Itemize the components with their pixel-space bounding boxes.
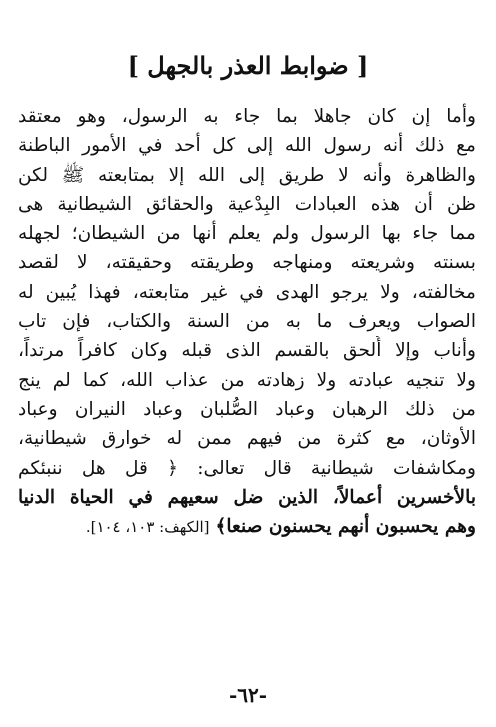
body-text — [18, 102, 476, 541]
text-line: ولا تنجيه عبادته ولا زهادته من عذاب الله، كما لم ينج — [18, 369, 476, 391]
section-heading: [ ضوابط العذر بالجهل ] — [127, 51, 369, 80]
text-line: ومكاشفات شيطانية قال تعالى: ﴿ قل هل ننبئكم — [18, 457, 476, 479]
quran-reference: [الكهف: ١٠٣، ١٠٤]. — [85, 518, 210, 537]
page-number: -٦٢- — [228, 683, 268, 707]
text-line: وأما إن كان جاهلا بما جاء به الرسول، وهو معتقد — [18, 106, 476, 127]
text-line: والظاهرة وأنه لا طريق إلى الله إلا بمتابعته ﷺ لكن — [18, 164, 476, 186]
text-line: الصواب ويعرف ما به من السنة والكتاب، فإن تاب — [18, 311, 476, 333]
text-line: الأوثان، مع كثرة من فيهم ممن له خوارق شيطانية، — [18, 428, 476, 450]
quran-quote-line: بالأخسرين أعمالاً، الذين ضل سعيهم في الحياة الدنيا — [18, 486, 476, 508]
text-line: مخالفته، ولا يرجو الهدى في غير متابعته، فهذا يُبين له — [18, 281, 476, 303]
text-line: من ذلك الرهبان وعباد الصُّلبان وعباد النيران وعباد — [18, 398, 476, 420]
text-line: مما جاء بها الرسول ولم يعلم أنها من الشيطان؛ لجهله — [18, 223, 476, 245]
text-line: بسنته وشريعته ومنهاجه وطريقته وحقيقته، لا لقصد — [18, 252, 476, 274]
quran-quote-final-line — [18, 512, 476, 541]
text-line: مع ذلك أنه رسول الله إلى كل أحد في الأمور الباطنة — [18, 135, 476, 157]
text-line: ظن أن هذه العبادات البِدْعية والحقائق الشيطانية هى — [18, 193, 476, 215]
quran-quote-text: وهم يحسبون أنهم يحسنون صنعا﴾ — [215, 516, 476, 538]
text-line: وأناب وإلا أُلحق بالقسم الذى قبله وكان كافراً مرتداً، — [18, 340, 476, 362]
